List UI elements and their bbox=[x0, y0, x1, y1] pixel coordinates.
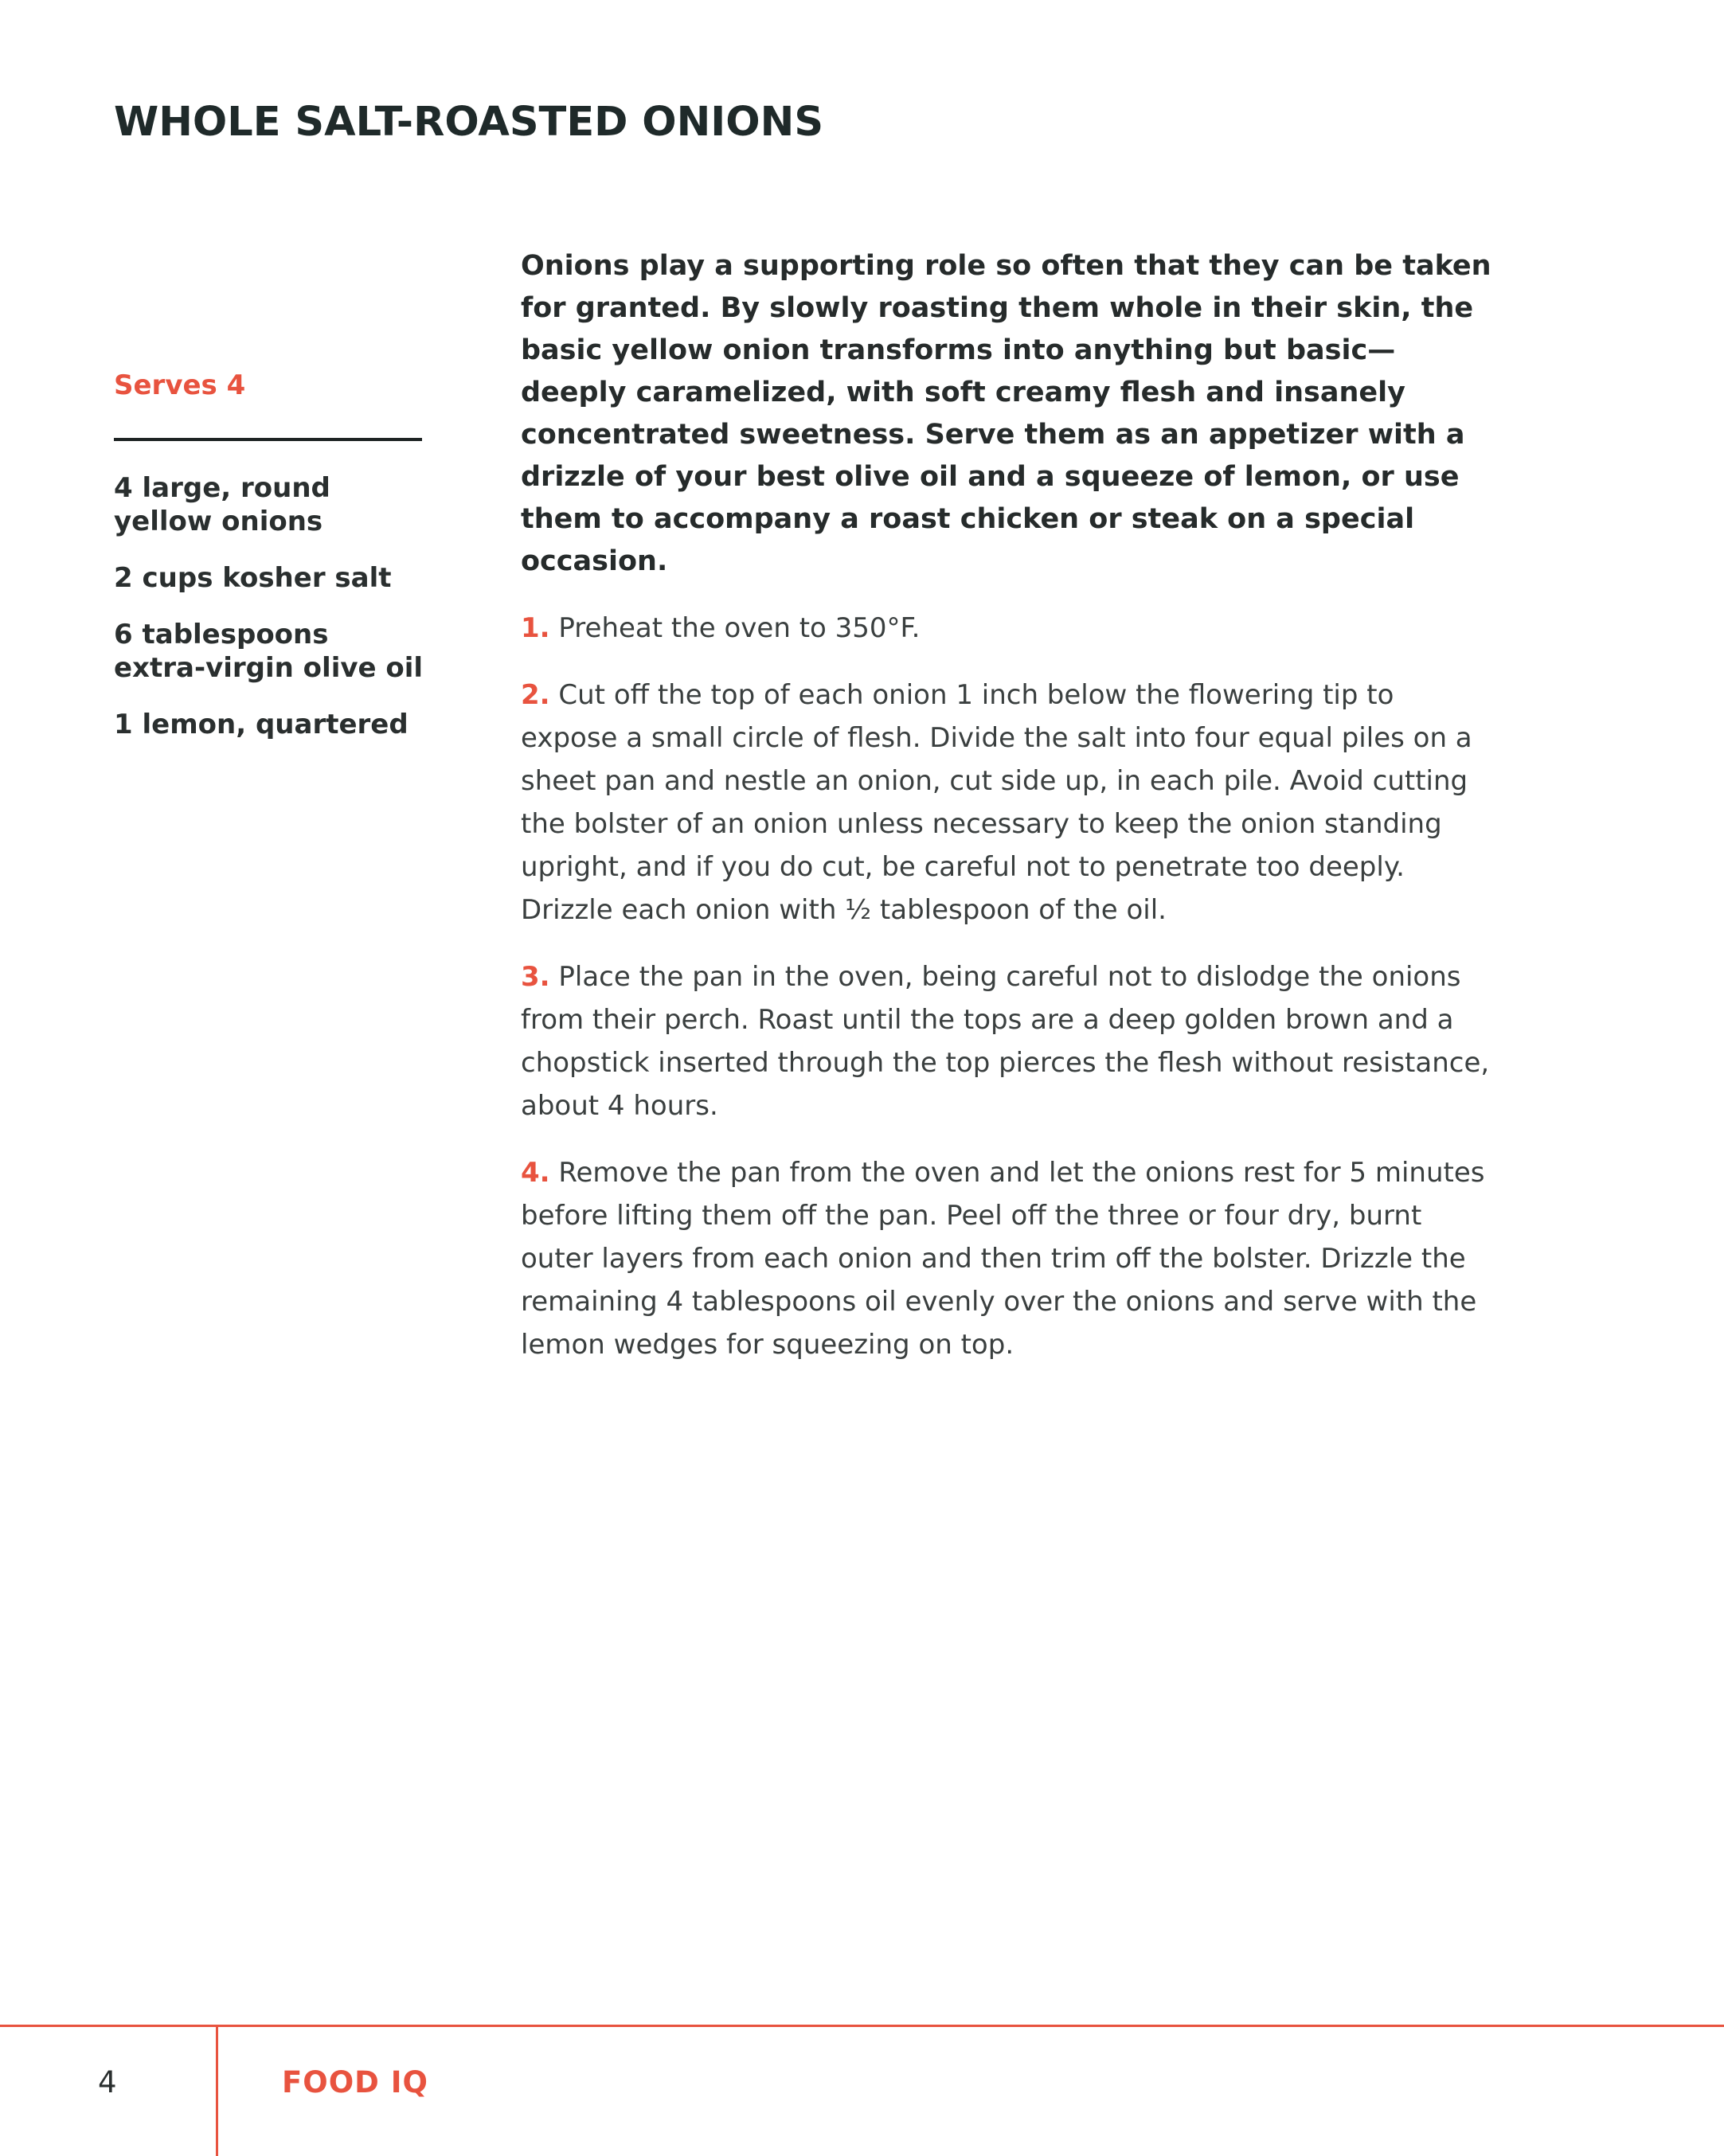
step-item bbox=[521, 674, 1492, 932]
page-number: 4 bbox=[98, 2065, 117, 2099]
ingredient-item: 6 tablespoons extra-virgin olive oil bbox=[114, 619, 424, 684]
step-item bbox=[521, 955, 1492, 1127]
ingredient-item: 2 cups kosher salt bbox=[114, 562, 392, 594]
serves-label: Serves 4 bbox=[114, 369, 246, 401]
method-steps bbox=[521, 607, 1492, 1390]
ingredient-item: 4 large, round yellow onions bbox=[114, 472, 330, 537]
sidebar-divider bbox=[114, 438, 422, 441]
ingredient-item: 1 lemon, quartered bbox=[114, 709, 409, 740]
recipe-title: WHOLE SALT-ROASTED ONIONS bbox=[114, 99, 824, 146]
step-number: 4. bbox=[521, 1157, 550, 1189]
recipe-intro: Onions play a supporting role so often that they can be taken for granted. By slowly roasting them whole in their skin, the basic yellow onion transforms into anything but basic—deeply caramelized, with soft creamy flesh and insanely concentrated sweetness. Serve them as an appetizer with a drizzle of your best olive oil and a squeeze of lemon, or use them to accompany a roast chicken or steak on a special occasion. bbox=[521, 250, 1491, 577]
step-number: 3. bbox=[521, 961, 550, 993]
step-number: 2. bbox=[521, 679, 550, 711]
step-item bbox=[521, 607, 1492, 650]
step-text: Preheat the oven to 350°F. bbox=[558, 612, 921, 644]
ingredient-list bbox=[114, 471, 424, 741]
footer-divider bbox=[216, 2026, 218, 2156]
step-text: Cut off the top of each onion 1 inch below the flowering tip to expose a small circle of flesh. Divide the salt into four equal piles on a sheet pan and nestle an onion, cut side up, in each pile. Avoid cutting the bolster of an onion unless necessary to keep the onion standing upright, and if you do cut, be careful not to penetrate too deeply. Drizzle each onion with ½ tablespoon of the oil. bbox=[521, 679, 1472, 926]
step-item bbox=[521, 1151, 1492, 1366]
step-text: Place the pan in the oven, being careful not to dislodge the onions from their perch. Roast until the tops are a deep golden brown and a chopstick inserted through the top pierces the flesh without resistance, about 4 hours. bbox=[521, 961, 1490, 1122]
step-number: 1. bbox=[521, 612, 550, 644]
step-text: Remove the pan from the oven and let the onions rest for 5 minutes before lifting them off the pan. Peel off the three or four dry, burnt outer layers from each onion and then trim off the bolster. Drizzle the remaining 4 tablespoons oil evenly over the onions and serve with the lemon wedges for squeezing on top. bbox=[521, 1157, 1485, 1361]
footer-rule bbox=[0, 2025, 1724, 2027]
ingredients-sidebar bbox=[114, 366, 424, 764]
book-title: FOOD IQ bbox=[282, 2065, 428, 2099]
